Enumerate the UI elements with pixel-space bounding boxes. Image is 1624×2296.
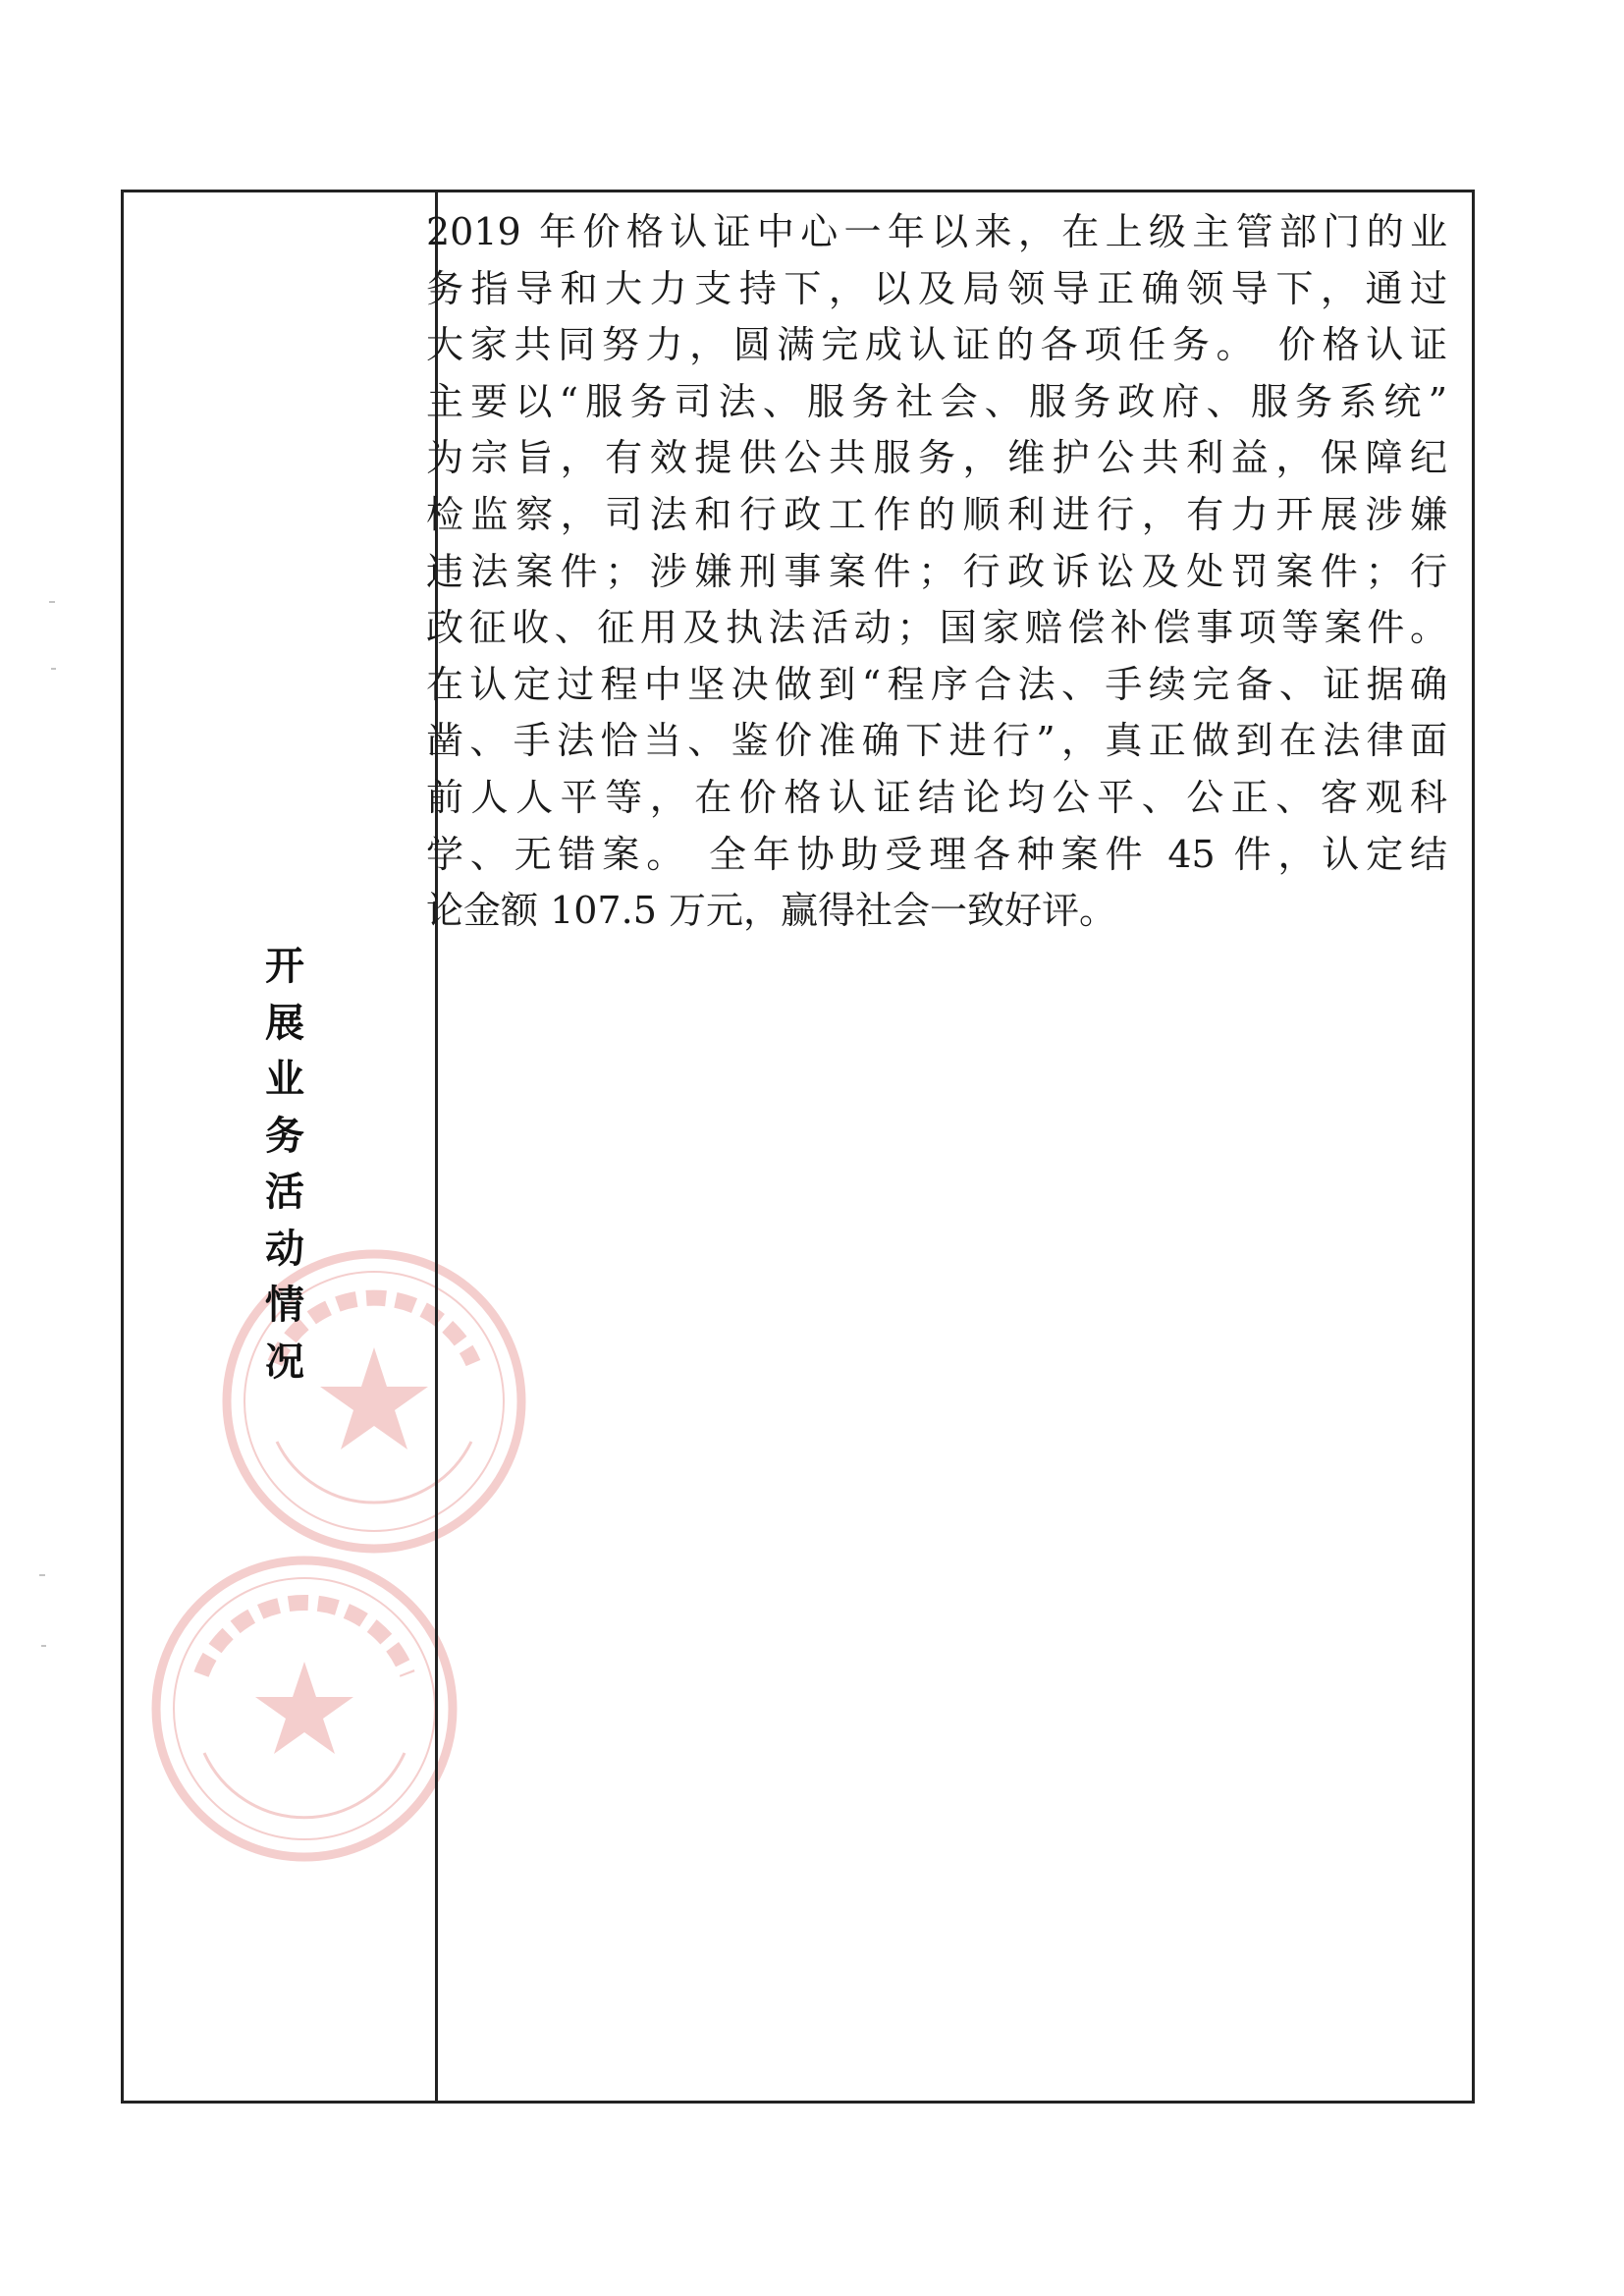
body-line: 为宗旨，有效提供公共服务，维护公共利益，保障纪 <box>426 436 1447 480</box>
body-line: 务指导和大力支持下，以及局领导正确领导下，通过 <box>426 266 1447 310</box>
body-line: 政征收、征用及执法活动；国家赔偿补偿事项等案件。 <box>426 606 1447 650</box>
body-line: 主要以“服务司法、服务社会、服务政府、服务系统” <box>426 379 1447 423</box>
body-line: 在认定过程中坚决做到“程序合法、手续完备、证据确 <box>426 662 1447 706</box>
activity-description <box>426 204 1447 940</box>
body-line: 违法案件；涉嫌刑事案件；行政诉讼及处罚案件；行 <box>426 549 1447 593</box>
body-line: 2019 年价格认证中心一年以来，在上级主管部门的业 <box>426 210 1447 253</box>
scan-speck <box>39 1574 45 1576</box>
body-line: 凿、手法恰当、鉴价准确下进行”，真正做到在法律面 <box>426 719 1447 763</box>
scan-speck <box>41 1645 46 1647</box>
body-line: 大家共同努力，圆满完成认证的各项任务。 价格认证 <box>426 323 1447 367</box>
section-label: 开展业务活动情况 <box>265 944 304 1385</box>
scan-speck <box>49 601 55 603</box>
scan-speck <box>51 668 56 670</box>
body-line: 检监察，司法和行政工作的顺利进行，有力开展涉嫌 <box>426 492 1447 536</box>
body-line: 学、无错案。 全年协助受理各种案件 45 件，认定结 <box>426 832 1447 876</box>
body-line: 论金额 107.5 万元，赢得社会一致好评。 <box>426 889 1116 933</box>
body-line: 前人人平等，在价格认证结论均公平、公正、客观科 <box>426 775 1447 819</box>
